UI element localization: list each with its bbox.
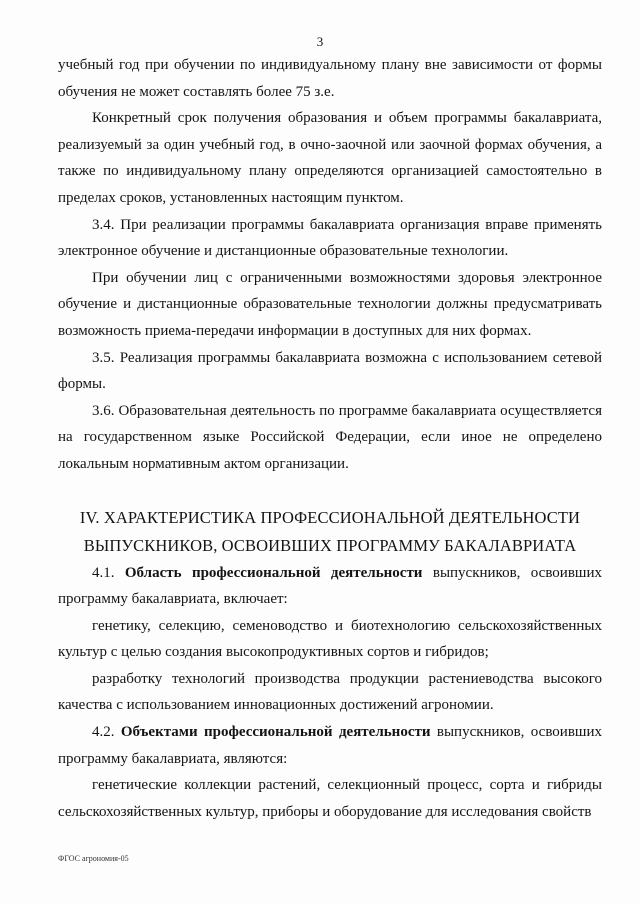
footer-label: ФГОС агрономия-05 xyxy=(58,854,129,863)
item-number: 4.1. xyxy=(92,564,125,581)
paragraph-genetics: генетику, селекцию, семеноводство и биотехнологию сельскохозяйственных культур с целью создания высокопродуктивных сортов и гибридов; xyxy=(58,617,602,661)
section-heading-line-1: IV. ХАРАКТЕРИСТИКА ПРОФЕССИОНАЛЬНОЙ ДЕЯТЕЛЬНОСТИ xyxy=(79,507,581,527)
paragraph-4-1 xyxy=(58,560,602,613)
paragraph-technologies: разработку технологий производства продукции растениеводства высокого качества с использованием инновационных достижений агрономии. xyxy=(58,670,602,714)
paragraph-3-4: 3.4. При реализации программы бакалавриата организация вправе применять электронное обучение и дистанционные образовательные технологии. xyxy=(58,216,602,260)
item-text: выпускников, освоивших программу бакалавриата, являются: xyxy=(58,724,602,767)
paragraph-3-6: 3.6. Образовательная деятельность по программе бакалавриата осуществляется на государственном языке Российской Федерации, если иное не определено локальным нормативным актом организации. xyxy=(58,402,602,472)
paragraph-disabilities: При обучении лиц с ограниченными возможностями здоровья электронное обучение и дистанционные образовательные технологии должны предусматривать возможность приема-передачи информации в доступных для них формах. xyxy=(58,269,602,339)
paragraph-continuation: учебный год при обучении по индивидуальному плану вне зависимости от формы обучения не может составлять более 75 з.е. xyxy=(58,57,602,100)
paragraph-3-5: 3.5. Реализация программы бакалавриата возможна с использованием сетевой формы. xyxy=(58,349,602,393)
page-body xyxy=(58,52,602,825)
bold-term: Область профессиональной деятельности xyxy=(124,564,423,581)
paragraph-term-specific: Конкретный срок получения образования и объем программы бакалавриата, реализуемый за один учебный год, в очно-заочной или заочной формах обучения, а также по индивидуальному плану определяются организацией самостоятельно в пределах сроков, установленных настоящим пунктом. xyxy=(58,110,602,206)
bold-term: Объектами профессиональной деятельности xyxy=(120,724,431,741)
section-heading xyxy=(58,504,602,560)
item-number: 4.2. xyxy=(92,724,121,741)
item-text: выпускников, освоивших программу бакалавриата, включает: xyxy=(58,564,602,608)
section-heading-line-2: ВЫПУСКНИКОВ, ОСВОИВШИХ ПРОГРАММУ БАКАЛАВРИАТА xyxy=(83,535,577,555)
paragraph-4-2 xyxy=(58,719,602,772)
page-number: 3 xyxy=(316,34,324,49)
paragraph-collections: генетические коллекции растений, селекционный процесс, сорта и гибриды сельскохозяйственных культур, приборы и оборудование для исследования свойств xyxy=(58,777,602,820)
